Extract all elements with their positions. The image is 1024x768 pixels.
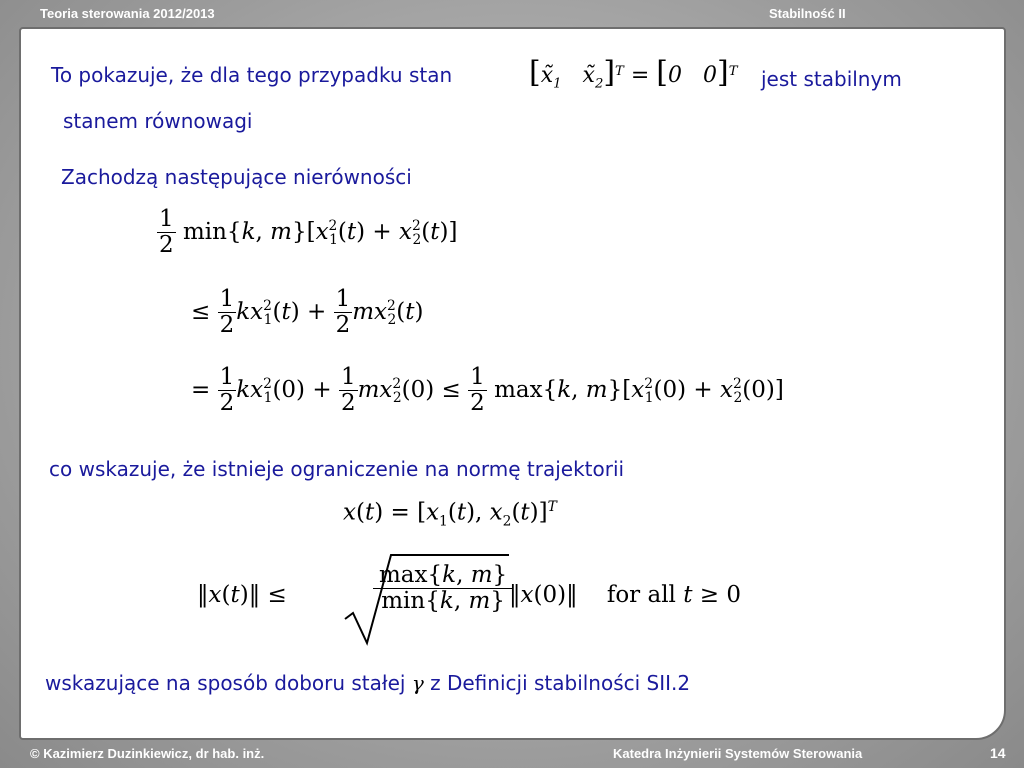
text-line5: wskazujące na sposób doboru stałej γ z Definicji stabilności SII.2 xyxy=(45,671,691,695)
footer-author: © Kazimierz Duzinkiewicz, dr hab. inż. xyxy=(30,746,265,761)
text-line1: To pokazuje, że dla tego przypadku stan xyxy=(51,63,453,87)
norm-rhs: ‖x(0)‖ for all t ≥ 0 xyxy=(509,582,741,608)
text-line4: co wskazuje, że istnieje ograniczenie na normę trajektorii xyxy=(49,457,625,481)
inequality-line2: ≤ $\frac{1}{2}$ $kx^2_1(t)$ + $\frac{1}{2}$ $mx^2_2(t)$ xyxy=(191,286,424,339)
inequality-line1: $\frac{1}{2}$ min{k, $m\}[x^2_1(t) + x^2_2(t)]$ xyxy=(159,206,458,259)
gamma-symbol: γ xyxy=(411,671,424,695)
trajectory-definition: $x(t) = [x_1(t)$, $x_2(t)]^T$ xyxy=(343,499,557,530)
footer-department: Katedra Inżynierii Systemów Sterowania xyxy=(613,746,863,761)
text-line1-end: jest stabilnym xyxy=(761,67,902,91)
text-line2: stanem równowagi xyxy=(63,109,253,133)
text-line3: Zachodzą następujące nierówności xyxy=(61,165,412,189)
page-number: 14 xyxy=(990,745,1006,761)
inequality-line3: = $\frac{1}{2}$ $kx^2_1(0)$ + $\frac{1}{2}$ $mx^2_2(0)$ ≤ $\frac{1}{2}$ max{k, $m\}[x^2_1(0) + x^2_2(0)]$ xyxy=(191,364,784,417)
norm-ratio: $\frac{\max\{k, m\}}{\min\{k, m\}}$ xyxy=(373,563,513,615)
for-all-label: for all xyxy=(606,582,676,608)
slide-content xyxy=(19,27,1006,740)
header-title: Teoria sterowania 2012/2013 xyxy=(40,6,215,21)
norm-lhs: ‖x(t)‖ ≤ xyxy=(197,582,287,608)
state-vector-formula: [$x̃_1$ $x̃_2]^T = [0$ 0]$^T$ xyxy=(529,55,738,92)
header-topic: Stabilność II xyxy=(769,6,846,21)
